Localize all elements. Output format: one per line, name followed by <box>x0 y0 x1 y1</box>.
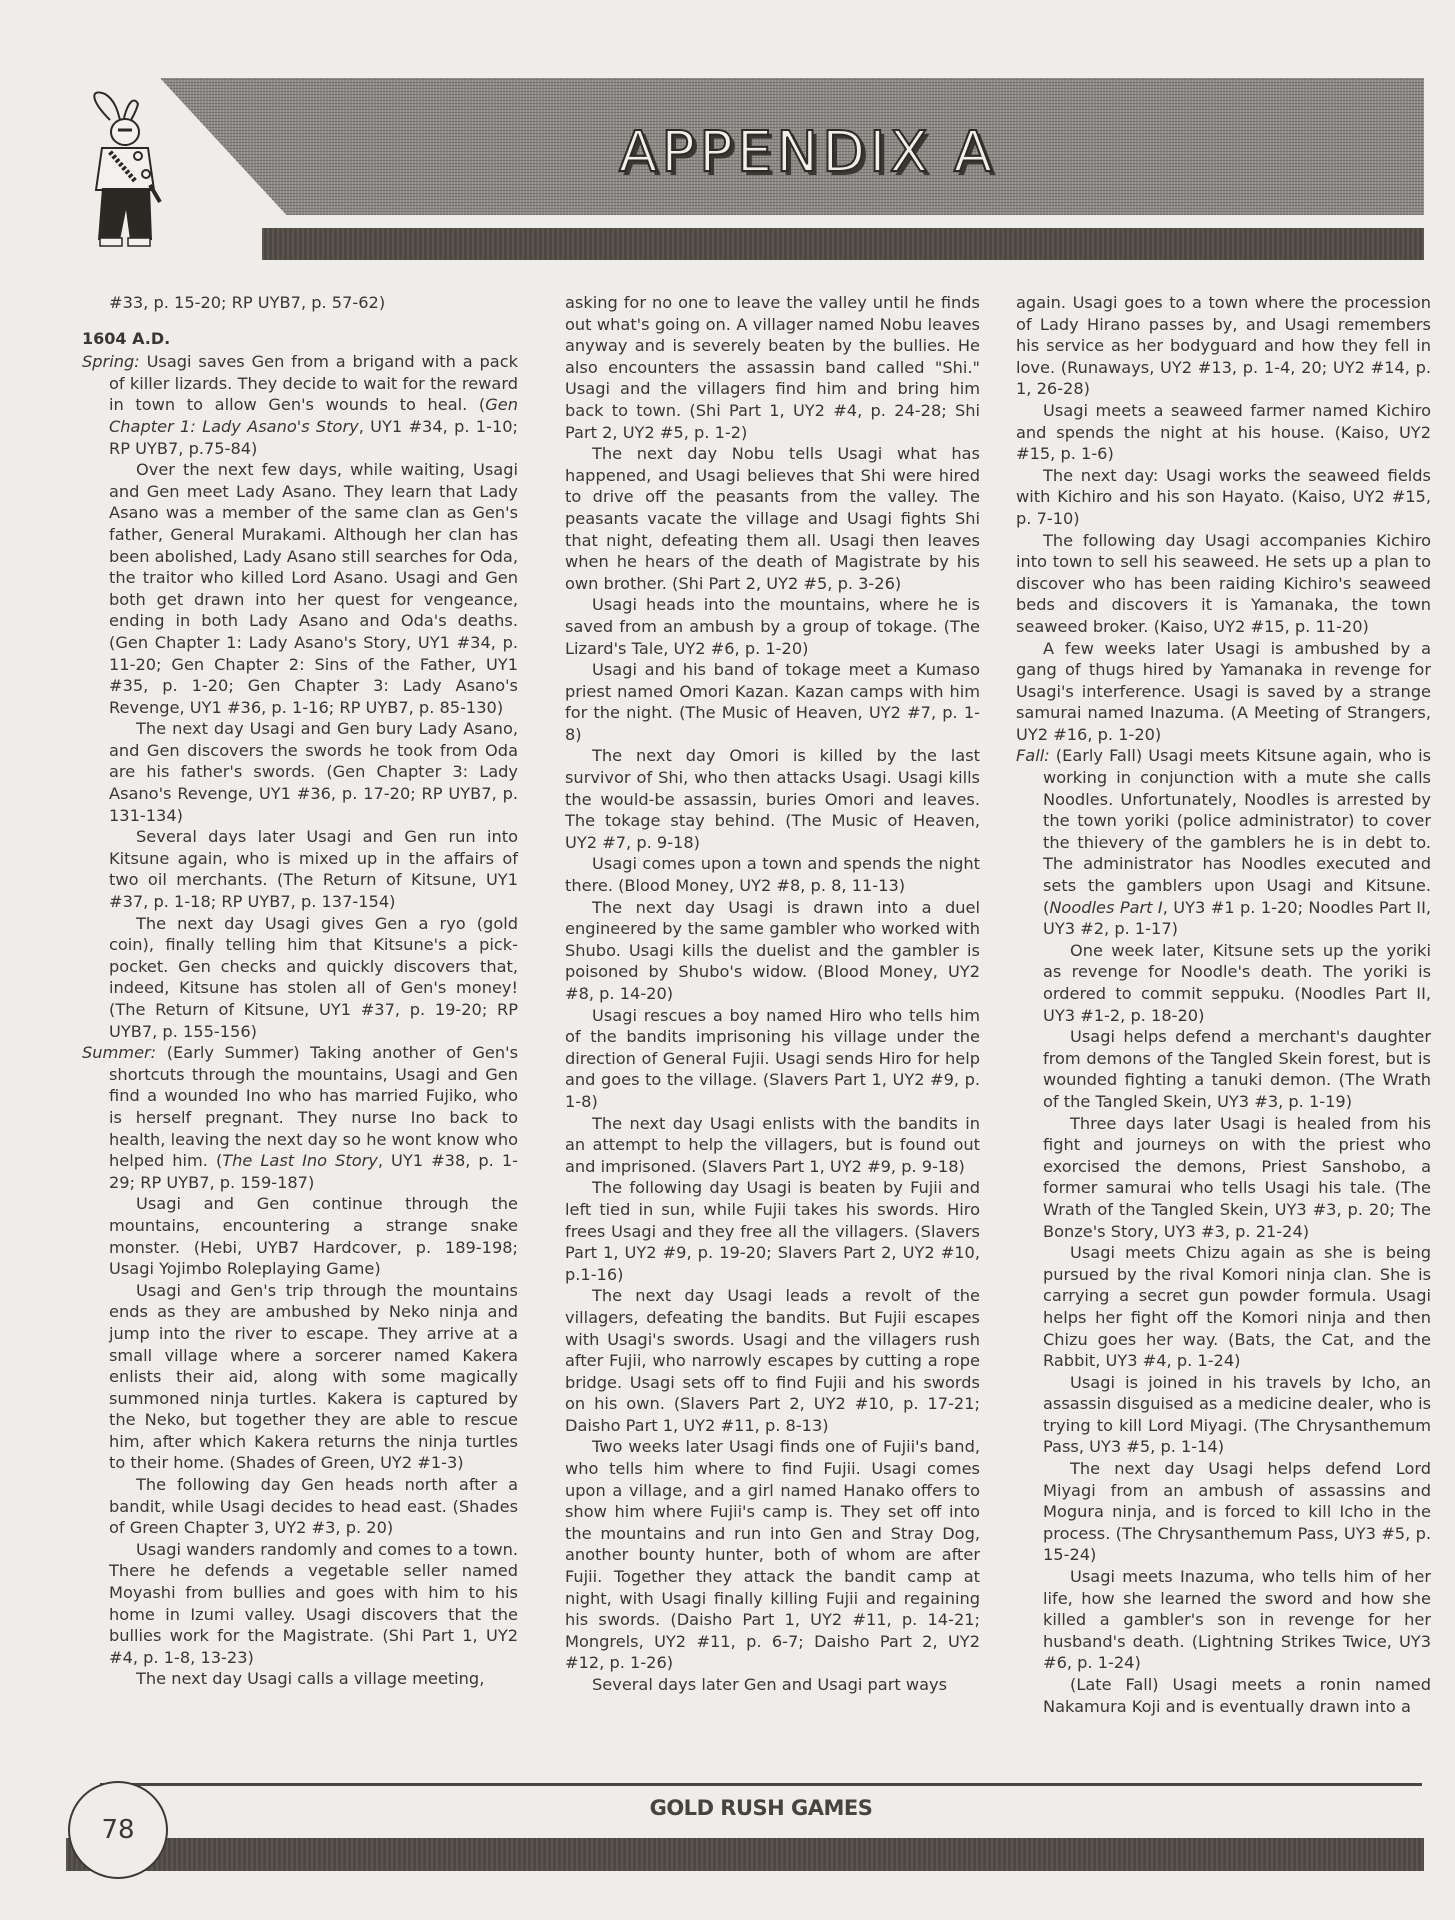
citation-title: The Last Ino Story <box>222 1151 378 1171</box>
timeline-paragraph: Usagi meets a seaweed farmer named Kichiro and spends the night at his house. (Kaiso, UY2 #15, p. 1-6) <box>1016 400 1431 464</box>
timeline-paragraph: Usagi is joined in his travels by Icho, an assassin disguised as a medicine dealer, who is trying to kill Lord Miyagi. (The Chrysanthemum Pass, UY3 #5, p. 1-14) <box>1043 1372 1431 1457</box>
header-bar <box>262 228 1424 260</box>
timeline-paragraph: Over the next few days, while waiting, Usagi and Gen meet Lady Asano. They learn that Lady Asano was a member of the same clan as Gen's father, General Murakami. Although her clan has been abolished, Lady Asano still searches for Oda, the traitor who killed Lord Asano. Usagi and Gen both get drawn into her quest for vengeance, ending in both Lady Asano and Oda's deaths. (Gen Chapter 1: Lady Asano's Story, UY1 #34, p. 11-20; Gen Chapter 2: Sins of the Father, UY1 #35, p. 1-20; Gen Chapter 3: Lady Asano's Revenge, UY1 #36, p. 1-16; RP UYB7, p. 85-130) <box>109 460 518 717</box>
page-title: APPENDIX A <box>618 120 997 185</box>
timeline-paragraph: Usagi wanders randomly and comes to a town. There he defends a vegetable seller named Moyashi from bullies and goes with him to his home in Izumi valley. Usagi discovers that the bullies work for the Magistrate. (Shi Part 1, UY2 #4, p. 1-8, 13-23) <box>109 1539 518 1667</box>
timeline-paragraph: Several days later Usagi and Gen run into Kitsune again, who is mixed up in the affairs of two oil merchants. (The Return of Kitsune, UY1 #37, p. 1-18; RP UYB7, p. 137-154) <box>109 827 518 912</box>
continued-text: again. Usagi goes to a town where the procession of Lady Hirano passes by, and Usagi remembers his service as her bodyguard and how they fell in love. (Runaways, UY2 #13, p. 1-4, 20; UY2 #14, p. 1, 26-28) <box>1016 293 1431 399</box>
timeline-paragraph: Several days later Gen and Usagi part ways <box>592 1675 948 1694</box>
entry-text: (Early Summer) Taking another of Gen's shortcuts through the mountains, Usagi and Gen find a wounded Ino who has married Fujiko, who is herself pregnant. They nurse Ino back to health, leaving the next day so he wont know who helped him. ( <box>109 1043 518 1171</box>
timeline-paragraph: Two weeks later Usagi finds one of Fujii's band, who tells him where to find Fujii. Usagi comes upon a village, and a girl named Hanako offers to show him where Fujii's camp is. They set off into the mountains and run into Gen and Stray Dog, another bounty hunter, both of whom are after Fujii. Together they attack the bandit camp at night, with Usagi finally killing Fujii and regaining his swords. (Daisho Part 1, UY2 #11, p. 14-21; Mongrels, UY2 #11, p. 6-7; Daisho Part 2, UY2 #12, p. 1-26) <box>565 1437 980 1673</box>
timeline-paragraph: The next day Usagi enlists with the bandits in an attempt to help the villagers, but is found out and imprisoned. (Slavers Part 1, UY2 #9, p. 9-18) <box>565 1113 980 1176</box>
timeline-paragraph: The next day Usagi gives Gen a ryo (gold coin), finally telling him that Kitsune's a pick-pocket. Gen checks and quickly discovers that, indeed, Kitsune has stolen all of Gen's money! (The Return of Kitsune, UY1 #37, p. 19-20; RP UYB7, p. 155-156) <box>109 913 518 1041</box>
timeline-paragraph: The following day Gen heads north after a bandit, while Usagi decides to head east. (Shades of Green Chapter 3, UY2 #3, p. 20) <box>109 1475 518 1538</box>
timeline-paragraph: The next day Usagi and Gen bury Lady Asano, and Gen discovers the swords he took from Oda are his father's swords. (Gen Chapter 3: Lady Asano's Revenge, UY1 #36, p. 17-20; RP UYB7, p. 131-134) <box>109 719 518 825</box>
year-heading: 1604 A.D. <box>82 328 171 348</box>
footer-bar <box>66 1838 1424 1871</box>
citation-title: Noodles Part I <box>1049 897 1163 917</box>
season-entry <box>1016 745 1431 939</box>
timeline-paragraph: The next day Usagi is drawn into a duel engineered by the same gambler who worked with Shubo. Usagi kills the duelist and the gambler is poisoned by Shubo's widow. (Blood Money, UY2 #8, p. 14-20) <box>565 897 980 1003</box>
timeline-paragraph: A few weeks later Usagi is ambushed by a gang of thugs hired by Yamanaka in revenge for Usagi's interference. Usagi is saved by a strange samurai named Inazuma. (A Meeting of Strangers, UY2 #16, p. 1-20) <box>1016 638 1431 744</box>
text-column-1 <box>82 292 518 1690</box>
timeline-paragraph: (Late Fall) Usagi meets a ronin named Nakamura Koji and is eventually drawn into a <box>1043 1675 1431 1716</box>
continued-text: #33, p. 15-20; RP UYB7, p. 57-62) <box>109 293 386 312</box>
season-label: Fall: <box>1016 746 1050 766</box>
timeline-paragraph: Usagi and Gen continue through the mountains, encountering a strange snake monster. (Hebi, UYB7 Hardcover, p. 189-198; Usagi Yojimbo Roleplaying Game) <box>109 1194 518 1279</box>
season-label: Spring: <box>82 352 140 372</box>
timeline-paragraph: Usagi helps defend a merchant's daughter from demons of the Tangled Skein forest, but is wounded fighting a tanuki demon. (The Wrath of the Tangled Skein, UY3 #3, p. 1-19) <box>1043 1027 1431 1111</box>
timeline-paragraph: Usagi heads into the mountains, where he is saved from an ambush by a group of tokage. (The Lizard's Tale, UY2 #6, p. 1-20) <box>565 595 980 658</box>
season-entry <box>82 351 518 459</box>
page-number: 78 <box>68 1781 168 1879</box>
timeline-paragraph: Usagi meets Chizu again as she is being pursued by the rival Komori ninja clan. She is carrying a secret gun powder formula. Usagi helps her fight off the Komori ninja and then Chizu goes her way. (Bats, the Cat, and the Rabbit, UY3 #4, p. 1-24) <box>1043 1243 1431 1371</box>
timeline-paragraph: One week later, Kitsune sets up the yoriki as revenge for Noodle's death. The yoriki is ordered to commit seppuku. (Noodles Part II, UY3 #1-2, p. 18-20) <box>1043 940 1431 1025</box>
publisher-name: GOLD RUSH GAMES <box>649 1796 873 1820</box>
text-column-2 <box>565 292 980 1696</box>
season-entry <box>82 1042 518 1193</box>
timeline-paragraph: Three days later Usagi is healed from his fight and journeys on with the priest who exorcised the demons, Priest Sanshobo, a former samurai who tells Usagi his tale. (The Wrath of the Tangled Skein, UY3 #3, p. 20; The Bonze's Story, UY3 #3, p. 21-24) <box>1043 1113 1431 1241</box>
timeline-paragraph: Usagi comes upon a town and spends the night there. (Blood Money, UY2 #8, p. 8, 11-13) <box>565 854 980 896</box>
timeline-paragraph: The next day Usagi calls a village meeting, <box>136 1669 485 1689</box>
citation-title: Gen Chapter 1: Lady Asano's Story <box>109 395 518 436</box>
entry-text: (Early Fall) Usagi meets Kitsune again, who is working in conjunction with a mute she calls Noodles. Unfortunately, Noodles is arrested by the town yoriki (police administrator) to cover the thievery of the gamblers he is in debt to. The administrator has Noodles executed and sets the gamblers upon Usagi and Kitsune. ( <box>1043 746 1431 917</box>
timeline-paragraph: The next day Usagi helps defend Lord Miyagi from an ambush of assassins and Mogura ninja, and is forced to kill Icho in the process. (The Chrysanthemum Pass, UY3 #5, p. 15-24) <box>1043 1459 1431 1565</box>
timeline-paragraph: Usagi and Gen's trip through the mountains ends as they are ambushed by Neko ninja and jump into the river to escape. They arrive at a small village where a sorcerer named Kakera enlists their aid, along with some magically summoned ninja turtles. Kakera is captured by the Neko, but together they are able to rescue him, after which Kakera returns the ninja turtles to their home. (Shades of Green, UY2 #1-3) <box>109 1280 518 1473</box>
citation-ref: , UY1 #34, p. 1-10; RP UYB7, p.75-84) <box>109 416 518 458</box>
timeline-paragraph: The next day Omori is killed by the last survivor of Shi, who then attacks Usagi. Usagi kills the would-be assassin, buries Omori and leaves. The tokage stay behind. (The Music of Heaven, UY2 #7, p. 9-18) <box>565 746 980 852</box>
citation-ref: , UY1 #38, p. 1-29; RP UYB7, p. 159-187) <box>109 1151 518 1192</box>
timeline-paragraph: Usagi meets Inazuma, who tells him of her life, how she learned the sword and how she killed a gambler's son in revenge for her husband's death. (Lightning Strikes Twice, UY3 #6, p. 1-24) <box>1043 1567 1431 1673</box>
timeline-paragraph: The next day: Usagi works the seaweed fields with Kichiro and his son Hayato. (Kaiso, UY2 #15, p. 7-10) <box>1016 465 1431 528</box>
citation-ref: , UY3 #1 p. 1-20; Noodles Part II, UY3 #2, p. 1-17) <box>1043 897 1431 939</box>
continued-text: asking for no one to leave the valley until he finds out what's going on. A villager named Nobu leaves anyway and is severely beaten by the bullies. He also encounters the assassin band called "Shi." Usagi and the villagers find him and bring him back to town. (Shi Part 1, UY2 #4, p. 24-28; Shi Part 2, UY2 #5, p. 1-2) <box>565 293 980 442</box>
text-column-3 <box>1016 292 1431 1717</box>
season-label: Summer: <box>82 1043 157 1063</box>
timeline-paragraph: The next day Usagi leads a revolt of the villagers, defeating the bandits. But Fujii escapes with Usagi's swords. Usagi and the villagers rush after Fujii, who narrowly escapes by cutting a rope bridge. Usagi sets off to find Fujii and his swords on his own. (Slavers Part 2, UY2 #10, p. 17-21; Daisho Part 1, UY2 #11, p. 8-13) <box>565 1286 980 1435</box>
timeline-paragraph: The next day Nobu tells Usagi what has happened, and Usagi believes that Shi were hired to drive off the peasants from the valley. The peasants vacate the village and Usagi fights Shi that night, defeating them all. Usagi then leaves when he hears of the death of Magistrate by his own brother. (Shi Part 2, UY2 #5, p. 3-26) <box>565 444 980 593</box>
timeline-paragraph: The following day Usagi accompanies Kichiro into town to sell his seaweed. He sets up a plan to discover who has been raiding Kichiro's seaweed beds and discovers it is Yamanaka, the town seaweed broker. (Kaiso, UY2 #15, p. 11-20) <box>1016 530 1431 636</box>
entry-text: Usagi saves Gen from a brigand with a pack of killer lizards. They decide to wait for the reward in town to allow Gen's wounds to heal. ( <box>109 352 518 415</box>
timeline-paragraph: Usagi rescues a boy named Hiro who tells him of the bandits imprisoning his village under the direction of General Fujii. Usagi sends Hiro for help and goes to the village. (Slavers Part 1, UY2 #9, p. 1-8) <box>565 1005 980 1111</box>
footer-divider <box>100 1783 1422 1786</box>
timeline-paragraph: The following day Usagi is beaten by Fujii and left tied in sun, while Fujii takes his swords. Hiro frees Usagi and they free all the villagers. (Slavers Part 1, UY2 #9, p. 19-20; Slavers Part 2, UY2 #10, p.1-16) <box>565 1178 980 1284</box>
timeline-paragraph: Usagi and his band of tokage meet a Kumaso priest named Omori Kazan. Kazan camps with him for the night. (The Music of Heaven, UY2 #7, p. 1-8) <box>565 660 980 744</box>
